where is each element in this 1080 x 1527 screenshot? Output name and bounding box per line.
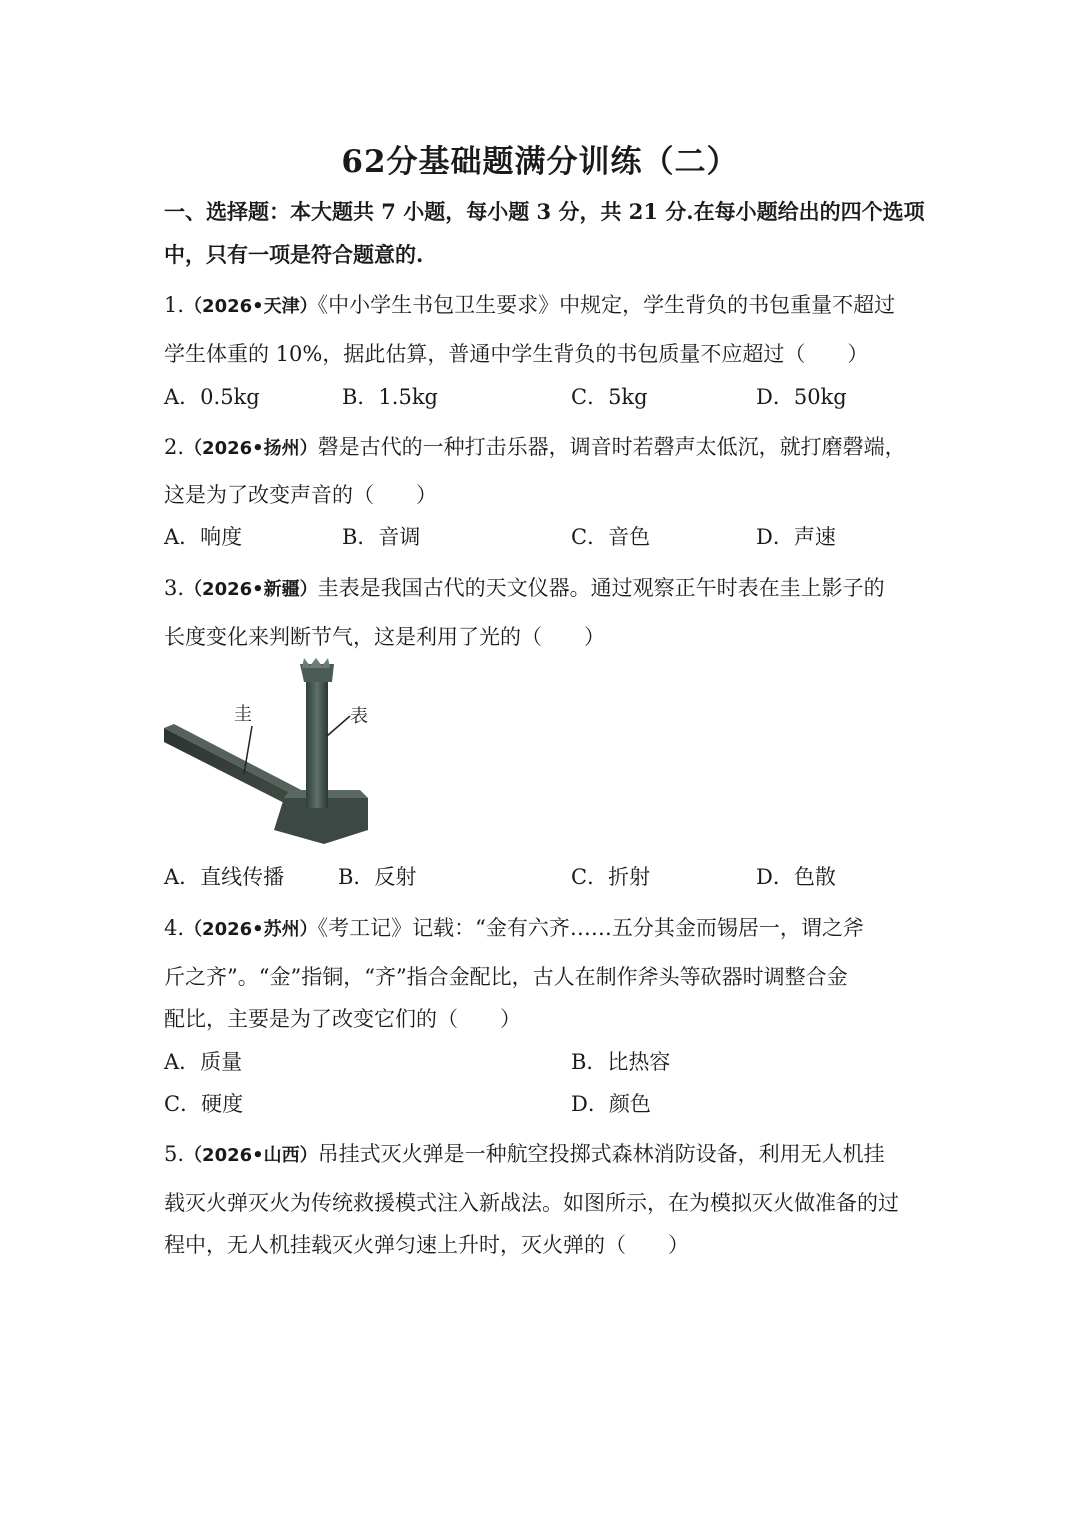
question-2-text: 磬是古代的一种打击乐器，调音时若磬声太低沉，就打磨磬端， <box>317 435 906 459</box>
question-3-number: 3. <box>164 576 185 600</box>
question-4-line-3: 配比，主要是为了改变它们的（ ） <box>164 1007 521 1031</box>
question-3-option-d: D．色散 <box>756 865 836 889</box>
question-5-number: 5. <box>164 1142 185 1166</box>
question-4-option-a: A．质量 <box>164 1050 243 1074</box>
question-3-source: （2026•新疆） <box>184 579 318 600</box>
biao-label: 表 <box>350 706 368 727</box>
question-2-option-d: D．声速 <box>756 525 836 549</box>
question-2-number: 2. <box>164 435 185 459</box>
section-heading-line-2: 中，只有一项是符合题意的. <box>164 242 424 267</box>
question-2-option-c: C．音色 <box>571 525 651 549</box>
question-3-text: 圭表是我国古代的天文仪器。通过观察正午时表在圭上影子的 <box>317 576 885 600</box>
question-1-line-1 <box>164 289 895 319</box>
question-1-option-a: A．0.5kg <box>164 385 260 409</box>
question-5-text: 吊挂式灭火弹是一种航空投掷式森林消防设备，利用无人机挂 <box>317 1142 885 1166</box>
question-2-option-a: A．响度 <box>164 525 243 549</box>
question-4-source: （2026•苏州） <box>184 919 318 940</box>
question-1-line-2: 学生体重的 10%，据此估算，普通中学生背负的书包质量不应超过（ ） <box>164 342 869 366</box>
question-4-option-c: C．硬度 <box>164 1092 244 1116</box>
question-4-option-d: D．颜色 <box>571 1092 651 1116</box>
question-4-line-2: 斤之齐”。“金”指铜，“齐”指合金配比，古人在制作斧头等砍器时调整合金 <box>164 965 848 989</box>
question-1-text: 《中小学生书包卫生要求》中规定，学生背负的书包重量不超过 <box>317 293 896 317</box>
gui-biao-figure <box>164 658 368 844</box>
question-1-option-c: C．5kg <box>571 385 648 409</box>
question-1-number: 1. <box>164 293 185 317</box>
question-3-option-a: A．直线传播 <box>164 865 285 889</box>
question-1-option-d: D．50kg <box>756 385 847 409</box>
question-4-text: 《考工记》记载：“金有六齐……五分其金而锡居一，谓之斧 <box>317 916 864 940</box>
question-4-number: 4. <box>164 916 185 940</box>
question-2-line-1 <box>164 431 906 461</box>
question-3-option-c: C．折射 <box>571 865 651 889</box>
page-title: 62分基础题满分训练（二） <box>341 144 739 180</box>
question-3-line-2: 长度变化来判断节气，这是利用了光的（ ） <box>164 625 605 649</box>
question-5-line-2: 载灭火弹灭火为传统救援模式注入新战法。如图所示，在为模拟灭火做准备的过 <box>164 1191 899 1215</box>
question-3-option-b: B．反射 <box>338 865 417 889</box>
gui-label: 圭 <box>234 704 252 725</box>
question-1-option-b: B．1.5kg <box>342 385 438 409</box>
question-4-option-b: B．比热容 <box>571 1050 671 1074</box>
question-4-line-1 <box>164 912 864 942</box>
question-5-source: （2026•山西） <box>184 1145 318 1166</box>
question-5-line-3: 程中，无人机挂载灭火弹匀速上升时，灭火弹的（ ） <box>164 1233 689 1257</box>
question-5-line-1 <box>164 1138 885 1168</box>
question-3-line-1 <box>164 572 885 602</box>
question-1-source: （2026•天津） <box>184 296 318 317</box>
question-2-option-b: B．音调 <box>342 525 421 549</box>
question-2-line-2: 这是为了改变声音的（ ） <box>164 483 437 507</box>
biao-pole <box>306 678 328 808</box>
section-heading-line-1: 一、选择题：本大题共 7 小题，每小题 3 分，共 21 分.在每小题给出的四个选项 <box>164 199 925 224</box>
question-2-source: （2026•扬州） <box>184 438 318 459</box>
